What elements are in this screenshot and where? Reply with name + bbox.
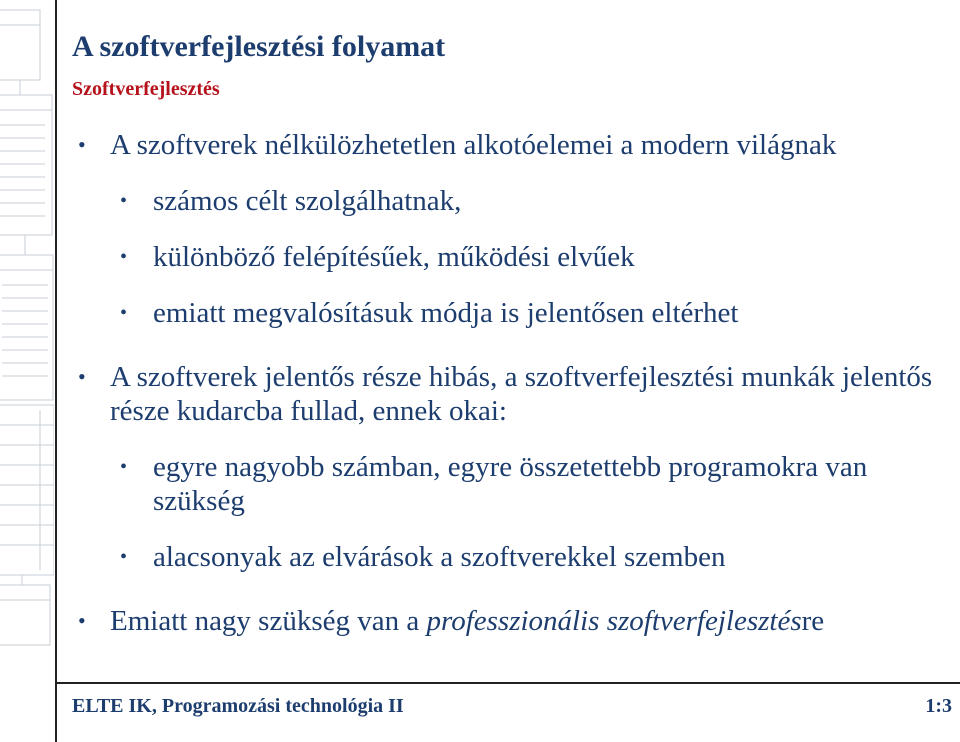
bullet-2: • A szoftverek jelentős része hibás, a szoftverfejlesztési munkák jelentős része kudarcba fullad, ennek okai: [72,360,952,428]
bullet-3-text-before: Emiatt nagy szükség van a [110,605,427,637]
slide-title: A szoftverfejlesztési folyamat [72,30,446,63]
bullet-1: • A szoftverek nélkülözhetetlen alkotóelemei a modern világnak [72,128,952,162]
sub-bullet-1-2: • különböző felépítésűek, működési elvűek [110,240,952,274]
sub-bullet-2-2: • alacsonyak az elvárások a szoftverekkel szemben [110,540,952,574]
bullet-3 [72,604,952,638]
footer-course-label: ELTE IK, Programozási technológia II [72,695,404,717]
left-vertical-rule [55,0,57,742]
decorative-uml-background [0,0,54,742]
footer-rule [55,682,960,684]
slide-content [72,128,952,638]
sub-bullet-1-3: • emiatt megvalósításuk módja is jelentősen eltérhet [110,296,952,330]
uml-diagram-illustration [0,0,54,742]
bullet-3-text-after: re [801,605,825,637]
sub-bullet-2-1: • egyre nagyobb számban, egyre összetettebb programokra van szükség [110,450,952,518]
slide-subtitle: Szoftverfejlesztés [72,78,220,100]
sub-bullet-1-1: • számos célt szolgálhatnak, [110,184,952,218]
footer-page-number: 1:3 [925,695,952,717]
bullet-3-text-italic: professzionális szoftverfejlesztés [426,605,802,637]
